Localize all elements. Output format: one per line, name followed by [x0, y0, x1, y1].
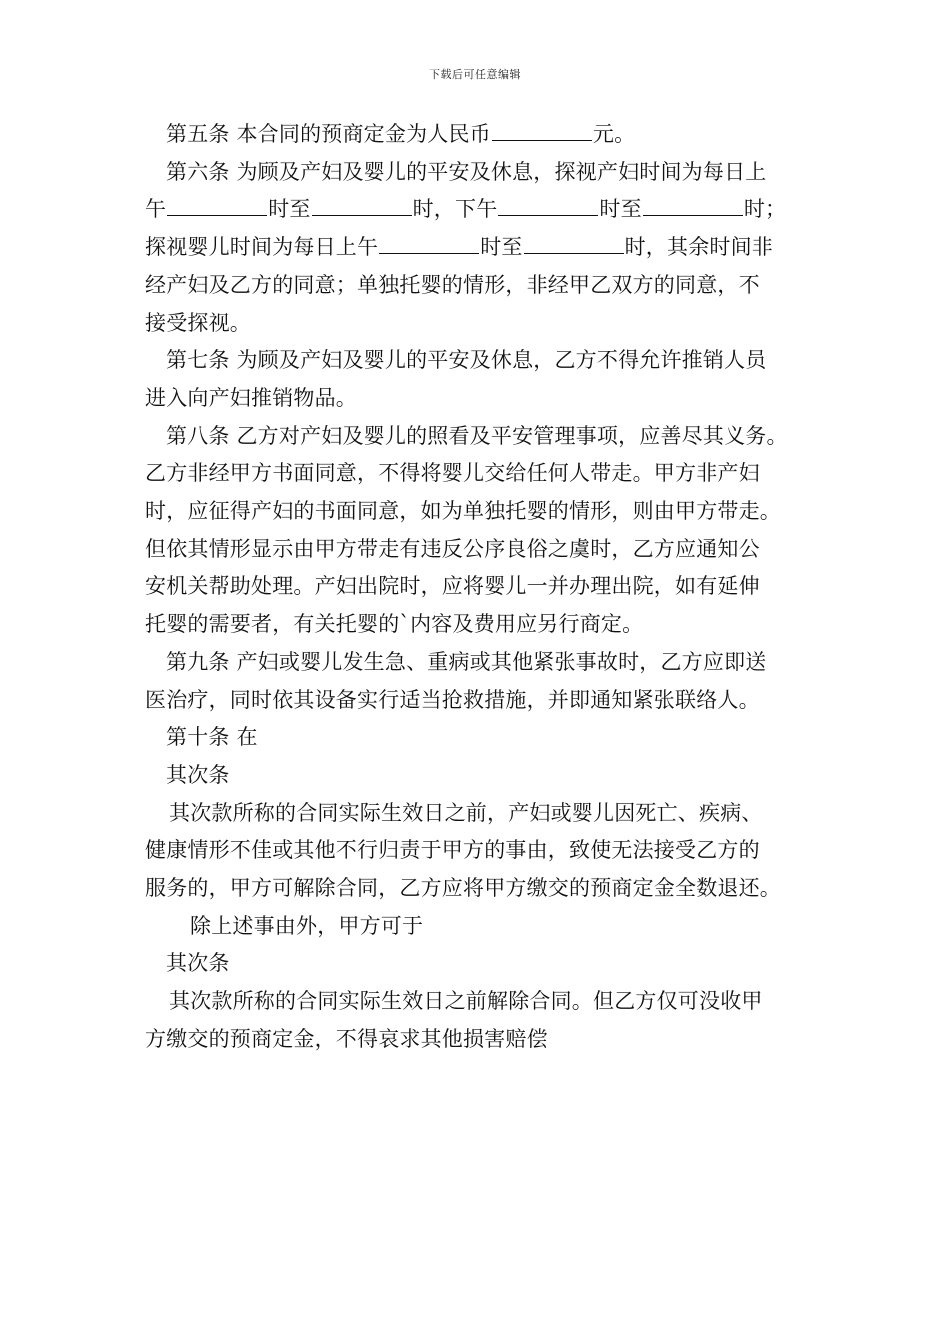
article-5-text: 第五条 本合同的预商定金为人民币 [166, 122, 491, 146]
article-6-line: 接受探视。 [145, 310, 251, 335]
article-10-subtitle: 其次条 [166, 762, 230, 787]
mother-am-start-blank[interactable] [167, 194, 267, 216]
article-6-line: 第六条 为顾及产妇及婴儿的平安及休息，探视产妇时间为每日上 [166, 159, 767, 184]
article-8-line: 乙方非经甲方书面同意，不得将婴儿交给任何人带走。甲方非产妇 [145, 461, 760, 486]
article-6-line [145, 191, 815, 229]
text-fragment: 时至 [599, 197, 642, 222]
article-6-line: 经产妇及乙方的同意；单独托婴的情形，非经甲乙双方的同意，不 [145, 272, 760, 297]
baby-am-end-blank[interactable] [524, 232, 624, 254]
article-10-title: 第十条 在 [166, 725, 258, 750]
page-header-note: 下载后可任意编辑 [429, 68, 521, 81]
text-fragment: 时； [743, 197, 787, 222]
article-8-line: 托婴的需要者，有关托婴的`内容及费用应另行商定。 [145, 612, 644, 637]
article-10-paragraph-line: 方缴交的预商定金，不得哀求其他损害赔偿 [145, 1026, 548, 1051]
article-7-line: 进入向产妇推销物品。 [145, 385, 357, 410]
article-10-paragraph-line: 其次款所称的合同实际生效日之前，产妇或婴儿因死亡、疾病、 [169, 800, 763, 825]
article-10-paragraph-line: 其次款所称的合同实际生效日之前解除合同。但乙方仅可没收甲 [169, 989, 763, 1014]
article-9-line: 第九条 产妇或婴儿发生急、重病或其他紧张事故时，乙方应即送 [166, 649, 767, 674]
text-fragment: 时，其余时间非 [624, 235, 774, 260]
text-fragment: 时至 [480, 235, 523, 260]
baby-am-start-blank[interactable] [379, 232, 479, 254]
article-8-line: 安机关帮助处理。产妇出院时，应将婴儿一并办理出院，如有延伸 [145, 574, 760, 599]
article-10-subtitle: 其次条 [166, 951, 230, 976]
mother-am-end-blank[interactable] [312, 194, 412, 216]
deposit-amount-blank[interactable] [492, 119, 592, 141]
article-10-paragraph-line: 健康情形不佳或其他不行归责于甲方的事由，致使无法接受乙方的 [145, 838, 760, 863]
article-8-line: 但依其情形显示由甲方带走有违反公序良俗之虞时，乙方应通知公 [145, 536, 760, 561]
article-10-paragraph-line: 服务的，甲方可解除合同，乙方应将甲方缴交的预商定金全数退还。 [145, 876, 781, 901]
article-8-line: 时，应征得产妇的书面同意，如为单独托婴的情形，则由甲方带走。 [145, 499, 781, 524]
contract-body [145, 116, 815, 1059]
text-fragment: 时至 [268, 197, 311, 222]
article-5 [145, 116, 815, 154]
text-fragment: 探视婴儿时间为每日上午 [145, 235, 379, 260]
article-10-except-line: 除上述事由外，甲方可于 [190, 913, 424, 938]
text-fragment: 时，下午 [412, 197, 498, 222]
article-8-line: 第八条 乙方对产妇及婴儿的照看及平安管理事项，应善尽其义务。 [166, 423, 788, 448]
mother-pm-end-blank[interactable] [643, 194, 743, 216]
article-5-text-end: 元。 [592, 122, 636, 146]
article-9-line: 医治疗，同时依其设备实行适当抢救措施，并即通知紧张联络人。 [145, 687, 760, 712]
article-7-line: 第七条 为顾及产妇及婴儿的平安及休息，乙方不得允许推销人员 [166, 348, 767, 373]
mother-pm-start-blank[interactable] [498, 194, 598, 216]
text-fragment: 午 [145, 197, 167, 222]
article-6-line [145, 229, 815, 267]
